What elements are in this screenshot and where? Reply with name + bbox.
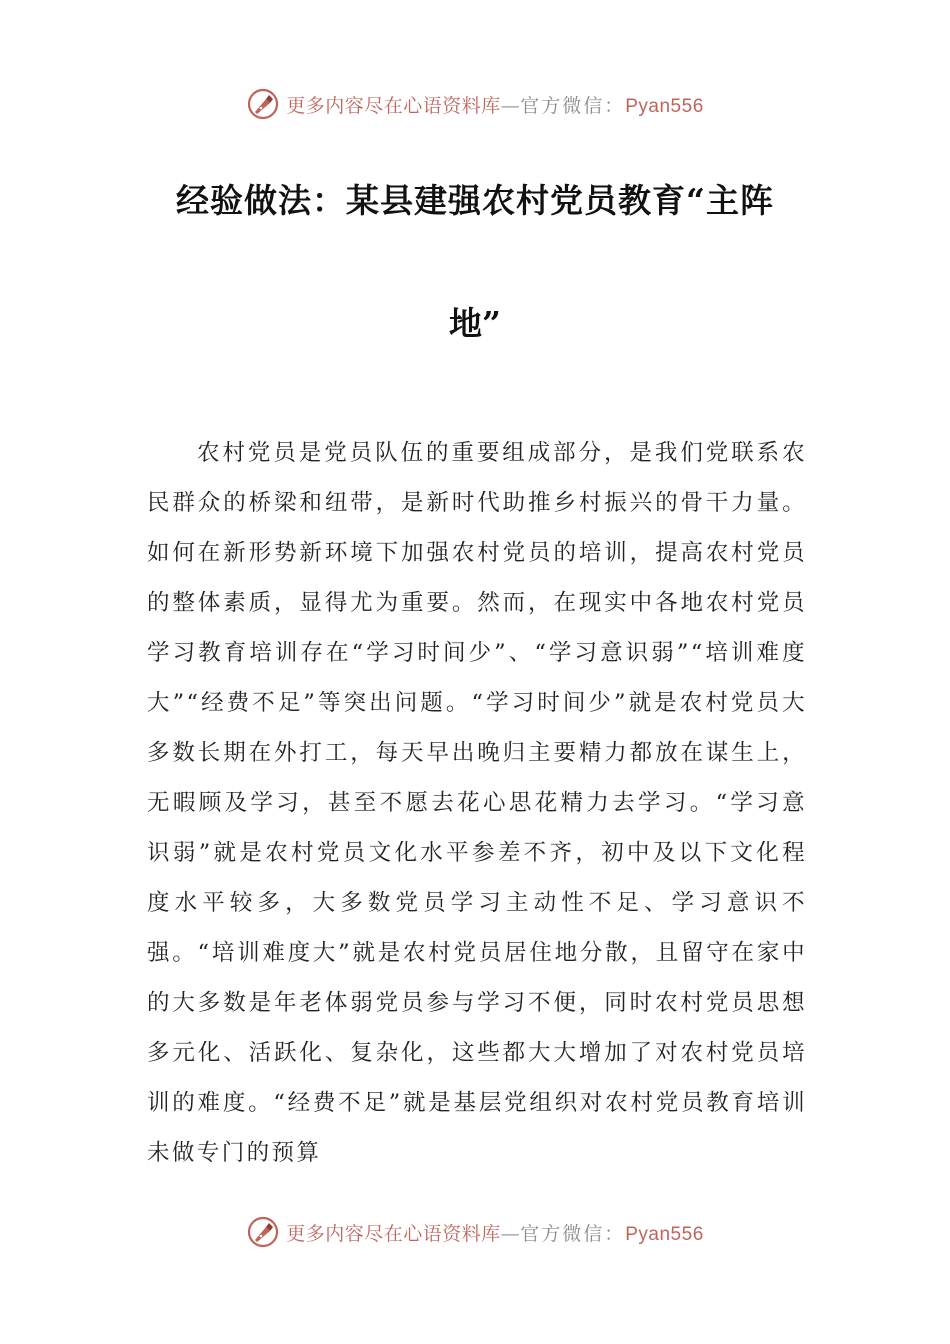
watermark-separator: — — [500, 1222, 521, 1245]
pen-nib-logo-icon — [246, 87, 280, 121]
watermark-brand: 更多内容尽在心语资料库 — [286, 1222, 501, 1245]
watermark-separator: — — [500, 94, 521, 117]
body-paragraph: 农村党员是党员队伍的重要组成部分，是我们党联系农民群众的桥梁和纽带，是新时代助推乡村振兴的骨干力量。如何在新形势新环境下加强农村党员的培训，提高农村党员的整体素质，显得尤为重要。然而，在现实中各地农村党员学习教育培训存在“学习时间少”、“学习意识弱”“培训难度大”“经费不足”等突出问题。“学习时间少”就是农村党员大多数长期在外打工，每天早出晚归主要精力都放在谋生上，无暇顾及学习，甚至不愿去花心思花精力去学习。“学习意识弱”就是农村党员文化水平参差不齐，初中及以下文化程度水平较多，大多数党员学习主动性不足、学习意识不强。“培训难度大”就是农村党员居住地分散，且留守在家中的大多数是年老体弱党员参与学习不便，同时农村党员思想多元化、活跃化、复杂化，这些都大大增加了对农村党员培训的难度。“经费不足”就是基层党组织对农村党员教育培训未做专门的预算 — [147, 440, 807, 1166]
document-title-line-1: 经验做法：某县建强农村党员教育“主阵 — [176, 181, 774, 220]
watermark-official-label: 官方微信： — [520, 94, 626, 117]
watermark-wechat-id: Pyan556 — [625, 95, 704, 117]
document-title-line-2: 地” — [449, 304, 501, 343]
watermark-text — [286, 1219, 704, 1246]
header-watermark — [0, 84, 950, 124]
pen-nib-logo-icon — [246, 1215, 280, 1249]
watermark-wechat-id: Pyan556 — [625, 1223, 704, 1245]
watermark-official-label: 官方微信： — [520, 1222, 626, 1245]
watermark-text — [286, 91, 704, 118]
watermark-brand: 更多内容尽在心语资料库 — [286, 94, 501, 117]
footer-watermark — [0, 1212, 950, 1252]
